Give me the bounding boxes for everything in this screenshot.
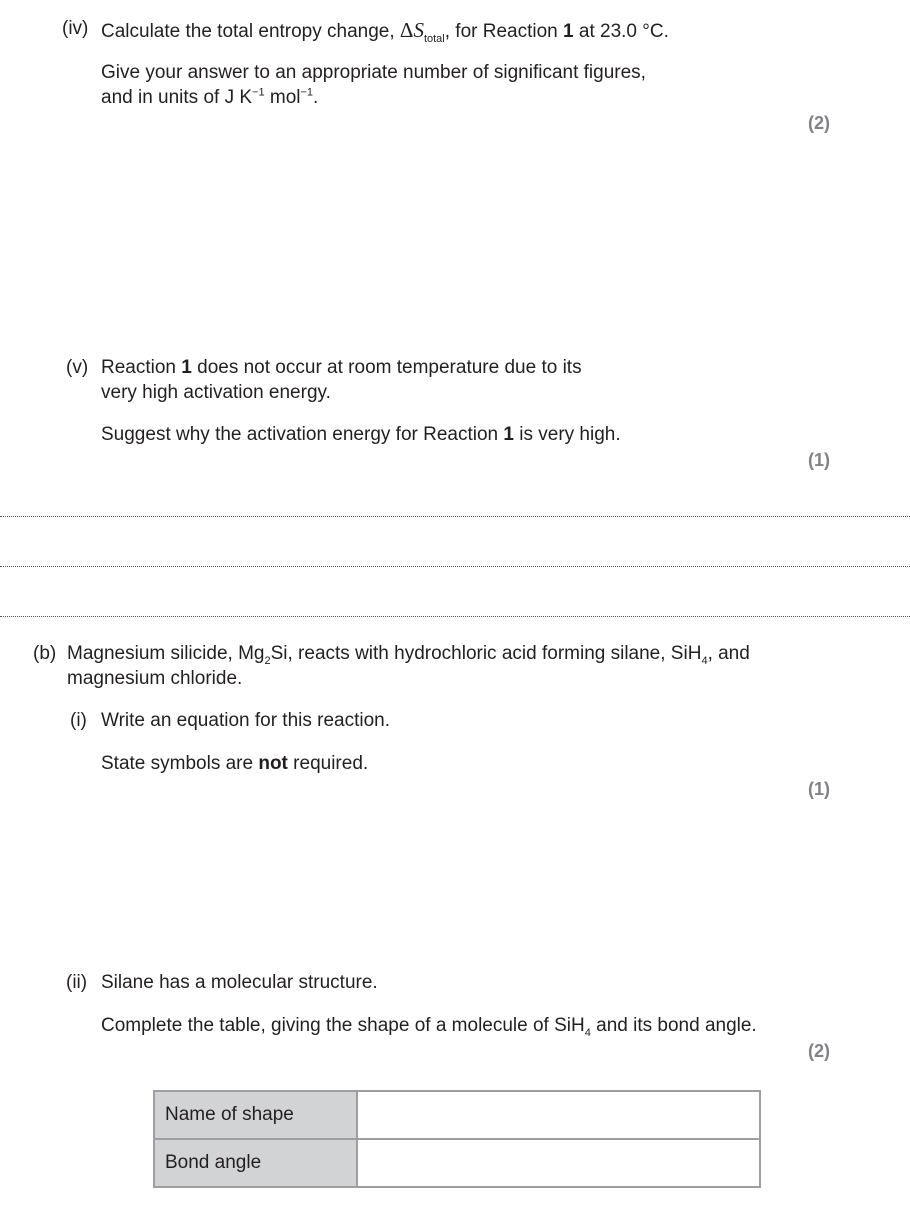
subscript: 4 <box>584 1026 591 1039</box>
text: State symbols are <box>101 753 259 774</box>
table-row <box>154 1139 760 1187</box>
shape-answer-cell[interactable] <box>357 1091 760 1139</box>
question-v-line1 <box>101 357 582 379</box>
question-b-ii-number: (ii) <box>66 972 88 993</box>
text: at 23.0 °C. <box>573 21 669 42</box>
question-iv <box>62 18 88 40</box>
marks-b-i: (1) <box>808 779 830 799</box>
text: does not occur at room temperature due to its <box>191 357 582 378</box>
question-b-number: (b) <box>33 643 57 664</box>
text: Reaction <box>101 357 182 378</box>
subscript: 4 <box>701 654 708 667</box>
text: Calculate the total entropy change, <box>101 21 400 42</box>
text: Suggest why the activation energy for Reaction <box>101 424 504 445</box>
answer-line-3[interactable] <box>0 616 910 617</box>
text: , for Reaction <box>444 21 564 42</box>
question-v-number: (v) <box>66 357 89 378</box>
superscript: −1 <box>252 86 265 99</box>
table-row <box>154 1091 760 1139</box>
emphasis: not <box>258 753 288 774</box>
answer-line-1[interactable] <box>0 516 910 517</box>
question-b-i-number: (i) <box>70 710 87 731</box>
question-b-ii-line2 <box>101 1015 757 1037</box>
text: Magnesium silicide, Mg <box>67 643 265 664</box>
reaction-number: 1 <box>563 21 574 42</box>
text: and in units of J K <box>101 87 253 108</box>
text: , and <box>707 643 750 664</box>
answer-table <box>153 1090 761 1188</box>
superscript: −1 <box>300 86 314 99</box>
question-b-line1 <box>67 643 750 665</box>
reaction-number: 1 <box>503 424 514 445</box>
text: is very high. <box>513 424 621 445</box>
text: Si, reacts with hydrochloric acid forming silane, SiH <box>270 643 702 664</box>
question-b-line2: magnesium chloride. <box>67 668 243 689</box>
text: and its bond angle. <box>590 1015 757 1036</box>
entropy-symbol: S <box>413 18 424 42</box>
text: mol <box>264 87 301 108</box>
question-b-i-line2 <box>101 753 368 775</box>
bond-angle-answer-cell[interactable] <box>357 1139 760 1187</box>
delta-symbol: Δ <box>399 18 414 42</box>
question-b-ii-line1: Silane has a molecular structure. <box>101 972 378 993</box>
text: . <box>313 87 319 108</box>
reaction-number: 1 <box>181 357 192 378</box>
question-v-line3 <box>101 424 621 446</box>
marks-v: (1) <box>808 450 830 470</box>
marks-iv: (2) <box>808 113 830 133</box>
question-iv-line1 <box>101 18 669 43</box>
subscript-total: total <box>423 32 445 45</box>
question-b-i-line1: Write an equation for this reaction. <box>101 710 391 731</box>
text: required. <box>287 753 369 774</box>
answer-line-2[interactable] <box>0 566 910 567</box>
question-v-line2: very high activation energy. <box>101 382 331 403</box>
question-iv-line3 <box>101 87 318 109</box>
marks-b-ii: (2) <box>808 1041 830 1061</box>
question-number: (iv) <box>62 18 89 39</box>
text: Complete the table, giving the shape of a molecule of SiH <box>101 1015 585 1036</box>
question-iv-line2: Give your answer to an appropriate number of significant figures, <box>101 62 646 83</box>
bond-angle-label: Bond angle <box>154 1139 357 1187</box>
shape-label: Name of shape <box>154 1091 357 1139</box>
subscript: 2 <box>264 654 271 667</box>
